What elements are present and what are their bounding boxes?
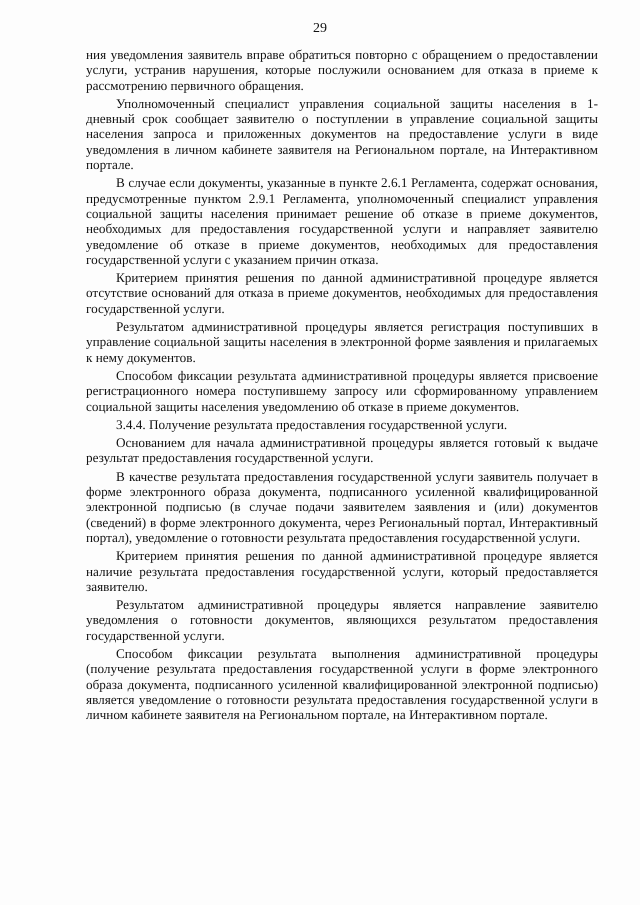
paragraph: Критерием принятия решения по данной административной процедуре является наличие результата предоставления государственной услуги, который предоставляется заявителю. <box>86 548 598 594</box>
section-heading: 3.4.4. Получение результата предоставления государственной услуги. <box>116 416 508 432</box>
paragraph: Результатом административной процедуры является регистрация поступивших в управление социальной защиты населения в электронной форме заявления и прилагаемых к нему документов. <box>86 319 598 365</box>
paragraph: Критерием принятия решения по данной административной процедуре является отсутствие оснований для отказа в приеме документов, необходимых для предоставления государственной услуги. <box>86 270 598 316</box>
document-body <box>86 47 598 725</box>
paragraph: В случае если документы, указанные в пункте 2.6.1 Регламента, содержат основания, предусмотренные пунктом 2.9.1 Регламента, уполномоченный специалист управления социальной защиты населения принимает решение об отказе в приеме документов, необходимых для предоставления государственной услуги и направляет заявителю уведомление об отказе в приеме документов, необходимых для предоставления государственной услуги с указанием причин отказа. <box>86 175 598 267</box>
page-number: 29 <box>313 21 327 36</box>
paragraph: Уполномоченный специалист управления социальной защиты населения в 1-дневный срок сообщает заявителю о поступлении в управление социальной защиты населения запроса и приложенных документов на предоставление услуги в виде уведомления в личном кабинете заявителя на Региональном портале, на Интерактивном портале. <box>86 95 598 173</box>
paragraph: Результатом административной процедуры является направление заявителю уведомления о готовности документов, являющихся результатом предоставления государственной услуги. <box>86 597 598 643</box>
paragraph: В качестве результата предоставления государственной услуги заявитель получает в форме электронного образа документа, подписанного усиленной квалифицированной электронной подписью (в случае подачи заявителем заявления и (или) документов (сведений) в форме электронного документа, через Региональный портал, Интерактивный портал), уведомление о готовности результата предоставления государственной услуги. <box>86 468 598 545</box>
paragraph-continuation: ния уведомления заявитель вправе обратиться повторно с обращением о предоставлении услуги, устранив нарушения, которые послужили основанием для отказа в приеме к рассмотрению первичного обращения. <box>86 47 598 93</box>
paragraph: Способом фиксации результата выполнения административной процедуры (получение результата предоставления государственной услуги в форме электронного образа документа, подписанного усиленной квалифицированной электронной подписью) является уведомление о готовности результата предоставления государственной услуги в личном кабинете заявителя на Региональном портале, на Интерактивном портале. <box>86 645 598 723</box>
paragraph: Способом фиксации результата административной процедуры является присвоение регистрационного номера поступившему запросу или сформированному управлением социальной защиты населения уведомлению об отказе в приеме документов. <box>86 367 598 414</box>
paragraph: Основанием для начала административной процедуры является готовый к выдаче результат предоставления государственной услуги. <box>86 435 598 466</box>
